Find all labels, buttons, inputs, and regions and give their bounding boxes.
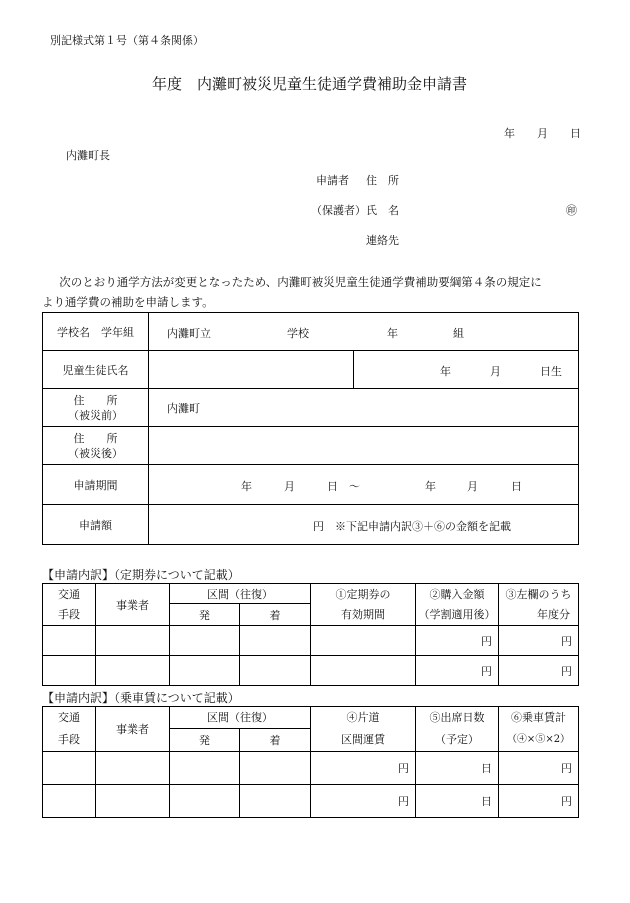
days-header-1: ⑤出席日数 <box>429 711 485 724</box>
address-before-label <box>43 389 149 427</box>
transport-cell[interactable] <box>43 626 96 656</box>
share-header-2: 年度分 <box>537 607 570 621</box>
operator-header: 事業者 <box>96 584 170 626</box>
yen-unit: 円 <box>561 664 572 678</box>
birth-month: 月 <box>490 365 501 378</box>
pass-period-cell[interactable] <box>311 626 416 656</box>
student-name-field[interactable] <box>149 351 354 389</box>
birthdate-field[interactable] <box>354 351 579 389</box>
address-before-value: 内灘町 <box>167 401 200 415</box>
to-cell[interactable] <box>240 752 311 785</box>
section1-heading: 【申請内訳】（定期券について記載） <box>42 568 240 582</box>
section-header: 区間（往復） <box>170 707 311 729</box>
operator-cell[interactable] <box>96 656 170 686</box>
school-suffix: 学校 <box>287 327 309 340</box>
address-label-text: 住 所 <box>73 393 118 407</box>
after-label-text: （被災後） <box>68 446 123 460</box>
before-label-text: （被災前） <box>68 408 123 422</box>
to-cell[interactable] <box>240 626 311 656</box>
section2-heading: 【申請内訳】（乗車賃について記載） <box>42 691 240 705</box>
seal-mark: ㊞ <box>566 204 577 217</box>
share-header-1: ③左欄のうち <box>505 587 572 601</box>
applicant-label: 申請者 <box>316 174 349 187</box>
from-header: 発 <box>170 728 240 751</box>
to-cell[interactable] <box>240 656 311 686</box>
transport-header-1: 交通 <box>58 711 80 724</box>
day-unit: 日 <box>481 762 492 775</box>
address-before-field[interactable] <box>149 389 579 427</box>
period-to-year: 年 <box>425 480 436 493</box>
operator-cell[interactable] <box>96 626 170 656</box>
fare-cell[interactable] <box>311 752 416 785</box>
school-town: 内灘町立 <box>167 327 211 340</box>
birth-day: 日生 <box>540 365 562 378</box>
operator-cell[interactable] <box>96 752 170 785</box>
period-from-month: 月 <box>284 480 295 493</box>
days-cell[interactable] <box>416 752 499 785</box>
fare-table <box>42 706 579 818</box>
total-header-1: ⑥乗車賃計 <box>511 711 566 724</box>
amount-field[interactable] <box>149 505 579 545</box>
yen-unit: 円 <box>398 762 409 775</box>
to-header: 着 <box>240 604 311 626</box>
price-header-2: （学割適用後） <box>418 607 496 621</box>
amount-note: 円 ※下記申請内訳③＋⑥の金額を記載 <box>313 520 511 533</box>
fare-cell[interactable] <box>311 785 416 818</box>
yen-unit: 円 <box>561 634 572 648</box>
share-cell[interactable] <box>499 656 579 686</box>
intro-line-1: 次のとおり通学方法が変更となったため、内灘町被災児童生徒通学費補助要綱第４条の規定に <box>59 275 542 289</box>
period-to-day: 日 <box>511 480 522 493</box>
yen-unit: 円 <box>561 762 572 775</box>
from-cell[interactable] <box>170 626 240 656</box>
form-number: 別記様式第１号（第４条関係） <box>50 34 204 47</box>
share-header <box>499 584 579 626</box>
class-suffix: 組 <box>453 327 464 340</box>
guardian-label: （保護者） <box>311 204 366 217</box>
fare-header-1: ④片道 <box>346 711 380 724</box>
period-from-day: 日 ～ <box>327 480 360 493</box>
birth-year: 年 <box>440 365 451 378</box>
from-cell[interactable] <box>170 656 240 686</box>
table-row <box>43 752 579 785</box>
to-cell[interactable] <box>240 785 311 818</box>
operator-header: 事業者 <box>96 707 170 752</box>
transport-cell[interactable] <box>43 785 96 818</box>
student-name-label: 児童生徒氏名 <box>43 351 149 389</box>
transport-header <box>43 707 96 752</box>
pass-table <box>42 583 579 686</box>
operator-cell[interactable] <box>96 785 170 818</box>
day-unit: 日 <box>481 795 492 808</box>
days-header <box>416 707 499 752</box>
fare-header-2: 区間運賃 <box>341 733 385 746</box>
transport-header-2: 手段 <box>58 607 80 621</box>
year-suffix: 年 <box>387 327 398 340</box>
from-cell[interactable] <box>170 785 240 818</box>
period-label: 申請期間 <box>43 465 149 505</box>
yen-unit: 円 <box>398 795 409 808</box>
period-to-month: 月 <box>467 480 478 493</box>
total-header-2: （④×⑤×2） <box>506 734 571 745</box>
transport-header-2: 手段 <box>58 733 80 746</box>
transport-header-1: 交通 <box>58 587 80 601</box>
transport-cell[interactable] <box>43 752 96 785</box>
table-row <box>43 785 579 818</box>
pass-period-header <box>311 584 416 626</box>
share-cell[interactable] <box>499 626 579 656</box>
pass-period-header-2: 有効期間 <box>341 607 385 621</box>
intro-line-2: より通学費の補助を申請します。 <box>42 295 214 309</box>
address-label-text: 住 所 <box>73 431 118 445</box>
total-header <box>499 707 579 752</box>
address-after-field[interactable] <box>149 427 579 465</box>
main-table <box>42 312 579 545</box>
yen-unit: 円 <box>481 634 492 648</box>
period-from-year: 年 <box>241 480 252 493</box>
price-header-1: ②購入金額 <box>429 587 485 601</box>
to-header: 着 <box>240 728 311 751</box>
yen-unit: 円 <box>561 795 572 808</box>
addressee: 内灘町長 <box>66 149 110 162</box>
total-cell[interactable] <box>499 752 579 785</box>
price-cell[interactable] <box>416 626 499 656</box>
price-cell[interactable] <box>416 656 499 686</box>
name-label: 氏 名 <box>366 204 399 217</box>
school-field[interactable] <box>149 313 579 351</box>
days-cell[interactable] <box>416 785 499 818</box>
transport-header <box>43 584 96 626</box>
address-label: 住 所 <box>366 174 399 187</box>
price-header <box>416 584 499 626</box>
amount-label: 申請額 <box>43 505 149 545</box>
page-title: 年度 内灘町被災児童生徒通学費補助金申請書 <box>152 75 468 93</box>
school-label: 学校名 学年組 <box>43 313 149 351</box>
pass-period-header-1: ①定期券の <box>335 587 391 601</box>
total-cell[interactable] <box>499 785 579 818</box>
address-after-label <box>43 427 149 465</box>
table-row <box>43 656 579 686</box>
section-header: 区間（往復） <box>170 584 311 604</box>
pass-period-cell[interactable] <box>311 656 416 686</box>
date-line: 年 月 日 <box>504 127 581 140</box>
contact-label: 連絡先 <box>366 234 399 247</box>
fare-header <box>311 707 416 752</box>
period-field[interactable] <box>149 465 579 505</box>
transport-cell[interactable] <box>43 656 96 686</box>
table-row <box>43 626 579 656</box>
from-cell[interactable] <box>170 752 240 785</box>
days-header-2: （予定） <box>435 733 479 746</box>
from-header: 発 <box>170 604 240 626</box>
yen-unit: 円 <box>481 664 492 678</box>
